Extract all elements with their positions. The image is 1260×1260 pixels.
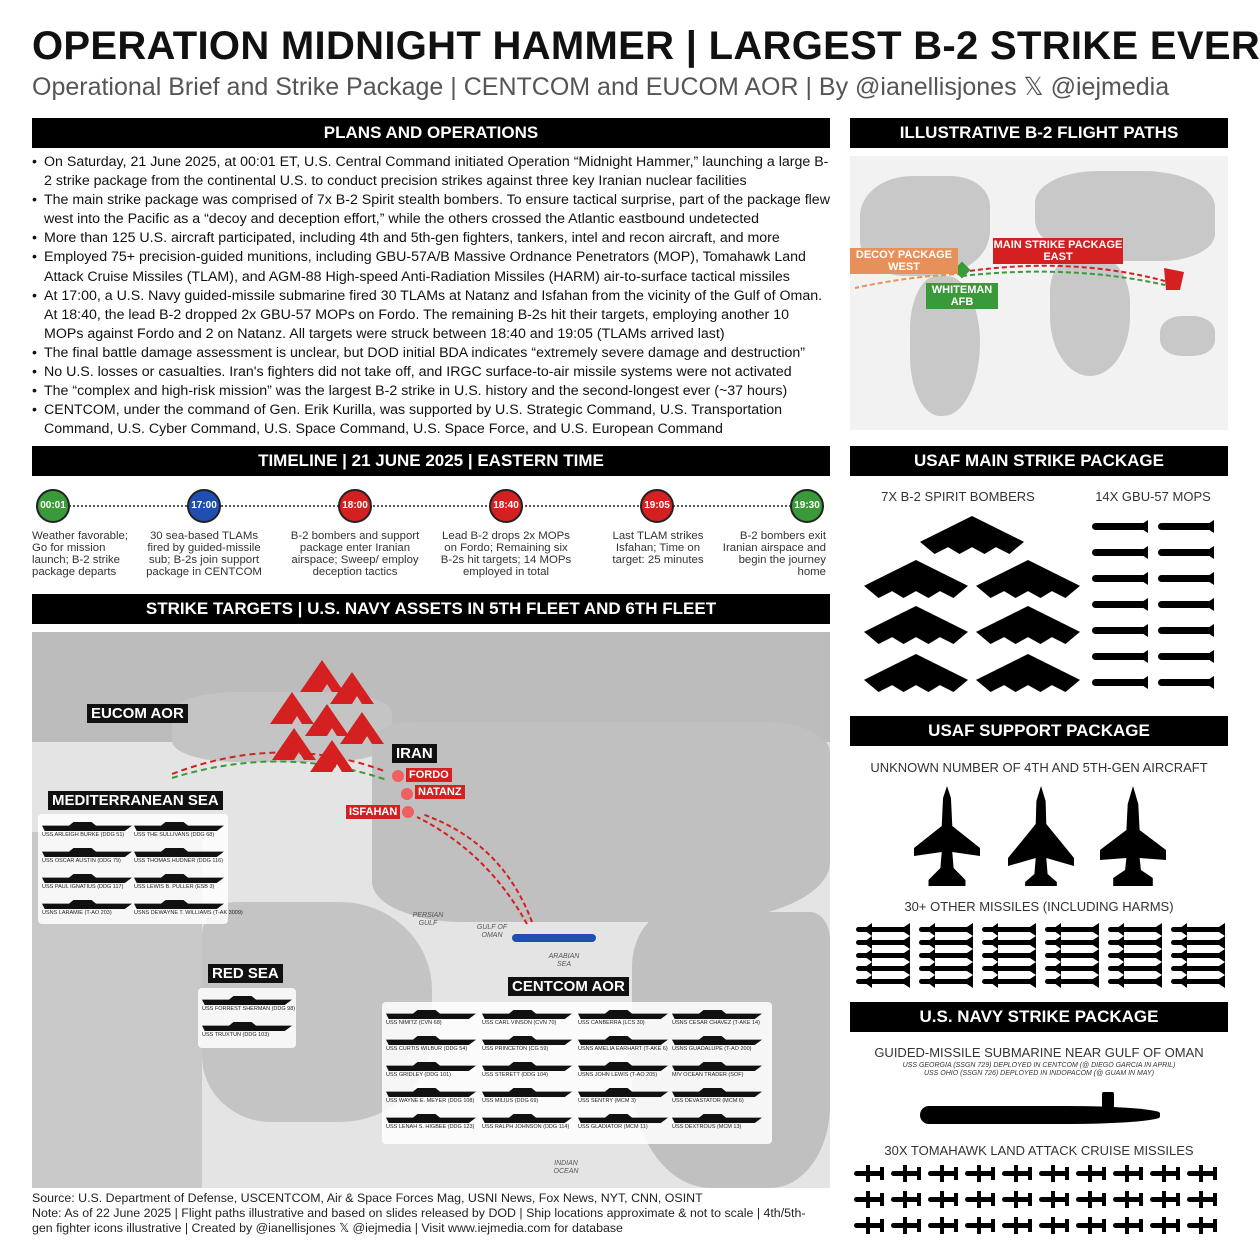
plans-bullet: • CENTCOM, under the command of Gen. Erik Kurilla, was supported by U.S. Strategic Command, U.S. Transportation Command, U.S. Cyber Command, U.S. Space Command, U.S. Space Force, and U.S. European Command — [32, 401, 832, 439]
b2-bomber-icon — [920, 516, 1024, 554]
ship-icon: M/V OCEAN TRADER (SOF) — [672, 1062, 762, 1078]
plans-bullet: • More than 125 U.S. aircraft participated, including 4th and 5th-gen fighters, tankers, intel and recon aircraft, and more — [32, 229, 832, 248]
tomahawk-missile-icon — [1002, 1197, 1032, 1202]
plans-bullet: • Employed 75+ precision-guided munitions, including GBU-57A/B Massive Ordnance Penetrators (MOP), Tomahawk Land Attack Cruise Missiles (TLAM), and AGM-88 High-speed Anti-Radiation Missiles (HARM) air-to-surface tactical missiles — [32, 248, 832, 286]
ship-icon: USS CURTIS WILBUR (DDG 54) — [386, 1036, 476, 1052]
tomahawk-missile-icon — [928, 1171, 958, 1176]
tomahawk-missile-icon — [1076, 1197, 1106, 1202]
tomahawk-missile-icon — [1039, 1223, 1069, 1228]
tomahawk-missile-icon — [854, 1197, 884, 1202]
mop-bomb-icon — [1092, 653, 1144, 660]
support-package-heading: USAF SUPPORT PACKAGE — [850, 716, 1228, 746]
harm-missile-icon — [919, 940, 971, 945]
timeline-node: 00:01 — [36, 489, 70, 523]
mop-bomb-icon — [1092, 627, 1144, 634]
b2-formation — [270, 660, 384, 772]
submarine-icon — [920, 1106, 1160, 1124]
harm-missile-icon — [1045, 940, 1097, 945]
tomahawk-missile-icon — [1002, 1223, 1032, 1228]
mop-bomb-icon — [1158, 679, 1210, 686]
harm-missile-icon — [1171, 927, 1223, 932]
harm-missile-icon — [982, 953, 1034, 958]
ship-icon: USS OSCAR AUSTIN (DDG 79) — [42, 848, 132, 864]
b2-bomber-icon — [976, 606, 1080, 644]
ship-icon: USS SENTRY (MCM 3) — [578, 1088, 668, 1104]
ship-icon: USNS DEWAYNE T. WILLIAMS (T-AK 3009) — [134, 900, 224, 916]
mops-label: 14X GBU-57 MOPS — [1095, 489, 1211, 504]
tomahawk-missile-icon — [1150, 1171, 1180, 1176]
harm-missile-icon — [1045, 927, 1097, 932]
plans-bullet: • The “complex and high-risk mission” was the largest B-2 strike in U.S. history and the second-longest ever (~37 hours) — [32, 382, 832, 401]
ship-icon: USS PRINCETON (CG 59) — [482, 1036, 572, 1052]
timeline-node: 17:00 — [187, 489, 221, 523]
ship-icon: USS TRUXTUN (DDG 103) — [202, 1022, 292, 1038]
timeline-node: 18:00 — [338, 489, 372, 523]
tomahawk-missile-icon — [1039, 1171, 1069, 1176]
tomahawk-missile-icon — [854, 1171, 884, 1176]
tomahawk-missile-icon — [854, 1223, 884, 1228]
support-missiles-label: 30+ OTHER MISSILES (INCLUDING HARMS) — [904, 899, 1174, 914]
tomahawk-missile-icon — [891, 1223, 921, 1228]
timeline-node: 19:30 — [790, 489, 824, 523]
flight-paths-heading: ILLUSTRATIVE B-2 FLIGHT PATHS — [850, 118, 1228, 148]
red-sea-label: RED SEA — [208, 964, 283, 983]
ship-icon: USS GLADIATOR (MCM 11) — [578, 1114, 668, 1130]
harm-missile-icon — [1171, 979, 1223, 984]
harm-missile-icon — [919, 927, 971, 932]
submarine-note-ohio: USS OHIO (SSGN 726) DEPLOYED IN INDOPACOM (@ GUAM IN MAY) — [923, 1070, 1155, 1077]
harm-missile-icon — [856, 940, 908, 945]
mop-bomb-icon — [1158, 523, 1210, 530]
ship-icon: USS CANBERRA (LCS 30) — [578, 1010, 668, 1026]
page-subtitle: Operational Brief and Strike Package | CENTCOM and EUCOM AOR | By @ianellisjones 𝕏 @iejmedia — [32, 73, 1170, 101]
mop-bomb-icon — [1092, 601, 1144, 608]
tomahawk-missile-icon — [928, 1223, 958, 1228]
plans-bullet: • At 17:00, a U.S. Navy guided-missile submarine fired 30 TLAMs at Natanz and Isfahan from the vicinity of the Gulf of Oman. At 18:40, the lead B-2 dropped 2x GBU-57 MOPs on Fordo. The remaining B-2s hit their targets, employing another 10 MOPs against Fordo and 2 on Natanz. All targets were struck between 18:40 and 19:05 (TLAMs arrived last) — [32, 287, 832, 344]
ship-icon: USNS JOHN LEWIS (T-AO 205) — [578, 1062, 668, 1078]
ship-icon: USS DEXTROUS (MCM 13) — [672, 1114, 762, 1130]
ship-icon: USS NIMITZ (CVN 68) — [386, 1010, 476, 1026]
harm-missile-icon — [919, 953, 971, 958]
indian-ocean-label: INDIAN OCEAN — [553, 1160, 579, 1175]
med-ship-group — [38, 814, 243, 924]
b2-bomber-icon — [976, 560, 1080, 598]
red-sea-ship-group — [198, 988, 296, 1048]
tomahawk-missile-icon — [965, 1223, 995, 1228]
ship-icon: USNS LARAMIE (T-AO 203) — [42, 900, 132, 916]
harm-missile-icon — [856, 966, 908, 971]
iran-highlight — [1164, 268, 1184, 290]
eucom-label: EUCOM AOR — [87, 704, 188, 723]
fordo-marker — [392, 770, 404, 782]
main-path-outbound — [962, 266, 1165, 281]
timeline-desc: Weather favorable; Go for mission launch; B-2 strike package departs — [32, 530, 129, 578]
ship-icon: USS LEWIS B. PULLER (ESB 3) — [134, 874, 224, 890]
ship-icon: USS GRIDLEY (DDG 101) — [386, 1062, 476, 1078]
harm-missile-icon — [856, 979, 908, 984]
ship-icon: USS MILIUS (DDG 69) — [482, 1088, 572, 1104]
harm-missile-icon — [1108, 979, 1160, 984]
ship-icon: USS PAUL IGNATIUS (DDG 117) — [42, 874, 132, 890]
mop-bomb-icon — [1092, 523, 1144, 530]
plans-bullet-list — [32, 153, 832, 439]
mop-bomb-icon — [1158, 627, 1210, 634]
persian-gulf-label: PERSIAN GULF — [412, 912, 444, 927]
timeline-heading: TIMELINE | 21 JUNE 2025 | EASTERN TIME — [32, 446, 830, 476]
gulf-of-oman-label: GULF OF OMAN — [476, 924, 508, 939]
timeline-desc: Last TLAM strikes Isfahan; Time on target: 25 minutes — [612, 530, 704, 566]
fighter-jet-icon — [1100, 786, 1166, 886]
b2-bomber-icon — [864, 654, 968, 692]
tomahawk-missile-icon — [1039, 1197, 1069, 1202]
med-sea-label: MEDITERRANEAN SEA — [48, 791, 223, 810]
plans-bullet: • No U.S. losses or casualties. Iran's fighters did not take off, and IRGC surface-to-air missile systems were not activated — [32, 363, 832, 382]
mop-bomb-icon — [1092, 575, 1144, 582]
tomahawk-missile-icon — [1150, 1197, 1180, 1202]
ship-icon: USS FORREST SHERMAN (DDG 98) — [202, 996, 292, 1012]
mop-bomb-icon — [1158, 653, 1210, 660]
ship-icon: USS STERETT (DDG 104) — [482, 1062, 572, 1078]
bombers-label: 7X B-2 SPIRIT BOMBERS — [881, 489, 1035, 504]
harm-missile-icon — [982, 966, 1034, 971]
ship-icon: USNS CESAR CHAVEZ (T-AKE 14) — [672, 1010, 762, 1026]
plans-heading: PLANS AND OPERATIONS — [32, 118, 830, 148]
harm-missile-icon — [1045, 953, 1097, 958]
timeline-node: 19:05 — [640, 489, 674, 523]
harm-missile-icon — [1108, 940, 1160, 945]
strike-map — [32, 632, 830, 1188]
timeline-desc: B-2 bombers and support package enter Iranian airspace; Sweep/ employ deception tactics — [290, 530, 420, 578]
centcom-label: CENTCOM AOR — [508, 977, 629, 996]
tomahawk-missile-icon — [1113, 1223, 1143, 1228]
tomahawk-missile-icon — [1002, 1171, 1032, 1176]
b2-bomber-icon — [864, 560, 968, 598]
arabian-sea-label: ARABIAN SEA — [548, 953, 580, 968]
tomahawk-missile-icon — [1113, 1197, 1143, 1202]
b2-bomber-icon — [864, 606, 968, 644]
timeline-desc: 30 sea-based TLAMs fired by guided-missile sub; B-2s join support package in CENTCOM — [146, 530, 262, 578]
tlam-label: 30X TOMAHAWK LAND ATTACK CRUISE MISSILES — [884, 1143, 1194, 1158]
ship-icon: USS CARL VINSON (CVN 70) — [482, 1010, 572, 1026]
harm-missile-icon — [1171, 940, 1223, 945]
harm-missile-icon — [1108, 966, 1160, 971]
tomahawk-missile-icon — [1076, 1223, 1106, 1228]
harm-missile-icon — [919, 966, 971, 971]
tomahawk-missile-icon — [1076, 1171, 1106, 1176]
fordo-label: FORDO — [406, 768, 452, 782]
tomahawk-missile-icon — [1187, 1171, 1217, 1176]
flight-paths-svg — [850, 156, 1228, 430]
natanz-marker — [401, 788, 413, 800]
timeline-desc: B-2 bombers exit Iranian airspace and begin the journey home — [722, 530, 826, 578]
isfahan-marker — [402, 806, 414, 818]
ship-icon: USNS AMELIA EARHART (T-AKE 6) — [578, 1036, 668, 1052]
tomahawk-missile-icon — [1113, 1171, 1143, 1176]
fighter-jet-icon — [914, 786, 980, 886]
tomahawk-missile-icon — [965, 1171, 995, 1176]
mop-bomb-icon — [1158, 549, 1210, 556]
mop-bomb-icon — [1092, 549, 1144, 556]
ship-icon: USS LENAH S. HIGBEE (DDG 123) — [386, 1114, 476, 1130]
harm-missile-icon — [1108, 953, 1160, 958]
harm-missile-icon — [1108, 927, 1160, 932]
harm-missile-icon — [919, 979, 971, 984]
harm-missile-icon — [982, 979, 1034, 984]
centcom-ship-group — [382, 1002, 772, 1144]
footer — [32, 1191, 822, 1236]
plans-bullet: • The final battle damage assessment is unclear, but DOD initial BDA indicates “extremely severe damage and destruction” — [32, 344, 832, 363]
harm-missile-icon — [856, 953, 908, 958]
ship-icon: USS WAYNE E. MEYER (DDG 108) — [386, 1088, 476, 1104]
main-package-heading: USAF MAIN STRIKE PACKAGE — [850, 446, 1228, 476]
harm-missile-icon — [856, 927, 908, 932]
timeline-desc: Lead B-2 drops 2x MOPs on Fordo; Remaining six B-2s hit targets; 14 MOPs employed in total — [440, 530, 572, 578]
submarine-note-georgia: USS GEORGIA (SSGN 729) DEPLOYED IN CENTCOM (@ DIEGO GARCIA IN APRIL) — [902, 1062, 1176, 1069]
submarine-sail-icon — [1102, 1092, 1114, 1108]
main-strike-label: MAIN STRIKE PACKAGE EAST — [993, 239, 1123, 263]
b2-bomber-icon — [976, 654, 1080, 692]
harm-missile-icon — [982, 927, 1034, 932]
page-title: OPERATION MIDNIGHT HAMMER | LARGEST B-2 STRIKE EVER — [32, 24, 1260, 68]
fighter-jet-icon — [1008, 786, 1074, 886]
tlam-path-isfahan — [417, 817, 527, 924]
tomahawk-missile-icon — [1187, 1223, 1217, 1228]
mop-bomb-icon — [1158, 601, 1210, 608]
footer-note: Note: As of 22 June 2025 | Flight paths illustrative and based on slides released by DOD | Ship locations approximate & not to scale | 4th/5th-gen fighter icons illustrative | Created by @ianellisjones 𝕏 @iejmedia | Visit www.iejmedia.com for database — [32, 1206, 806, 1235]
strike-targets-heading: STRIKE TARGETS | U.S. NAVY ASSETS IN 5TH FLEET AND 6TH FLEET — [32, 594, 830, 624]
footer-source: Source: U.S. Department of Defense, USCENTCOM, Air & Space Forces Mag, USNI News, Fox News, NYT, CNN, OSINT — [32, 1191, 703, 1205]
tomahawk-missile-icon — [1187, 1197, 1217, 1202]
ship-icon: USS DEVASTATOR (MCM 6) — [672, 1088, 762, 1104]
tomahawk-missile-icon — [1150, 1223, 1180, 1228]
harm-missile-icon — [1171, 953, 1223, 958]
ship-icon: USS THE SULLIVANS (DDG 68) — [134, 822, 224, 838]
iran-label: IRAN — [392, 744, 437, 763]
plans-bullet: • On Saturday, 21 June 2025, at 00:01 ET, U.S. Central Command initiated Operation “Midnight Hammer,” launching a large B-2 strike package from the continental U.S. to conduct precision strikes against three key Iranian nuclear facilities — [32, 153, 832, 191]
submarine-label: GUIDED-MISSILE SUBMARINE NEAR GULF OF OMAN — [874, 1045, 1204, 1060]
ship-icon: USS RALPH JOHNSON (DDG 114) — [482, 1114, 572, 1130]
world-map — [850, 156, 1228, 430]
ship-icon: USNS GUADALUPE (T-AO 200) — [672, 1036, 762, 1052]
harm-missile-icon — [982, 940, 1034, 945]
decoy-label: DECOY PACKAGE WEST — [850, 248, 958, 274]
mop-bomb-icon — [1158, 575, 1210, 582]
tomahawk-missile-icon — [965, 1197, 995, 1202]
natanz-label: NATANZ — [415, 785, 465, 799]
mop-bomb-icon — [1092, 679, 1144, 686]
harm-missile-icon — [1045, 966, 1097, 971]
whiteman-label: WHITEMAN AFB — [926, 283, 998, 309]
submarine-marker — [512, 934, 596, 942]
isfahan-label: ISFAHAN — [346, 805, 400, 819]
tomahawk-missile-icon — [928, 1197, 958, 1202]
support-aircraft-label: UNKNOWN NUMBER OF 4TH AND 5TH-GEN AIRCRAFT — [870, 760, 1208, 775]
tomahawk-missile-icon — [891, 1171, 921, 1176]
harm-missile-icon — [1045, 979, 1097, 984]
ship-icon: USS ARLEIGH BURKE (DDG 51) — [42, 822, 132, 838]
tomahawk-missile-icon — [891, 1197, 921, 1202]
harm-missile-icon — [1171, 966, 1223, 971]
plans-bullet: • The main strike package was comprised of 7x B-2 Spirit stealth bombers. To ensure tactical surprise, part of the package flew west into the Pacific as a “decoy and deception effort,” while the others crossed the Atlantic eastbound undetected — [32, 191, 832, 229]
timeline-line — [52, 505, 807, 507]
ship-icon: USS THOMAS HUDNER (DDG 116) — [134, 848, 224, 864]
navy-package-heading: U.S. NAVY STRIKE PACKAGE — [850, 1002, 1228, 1032]
timeline-node: 18:40 — [489, 489, 523, 523]
